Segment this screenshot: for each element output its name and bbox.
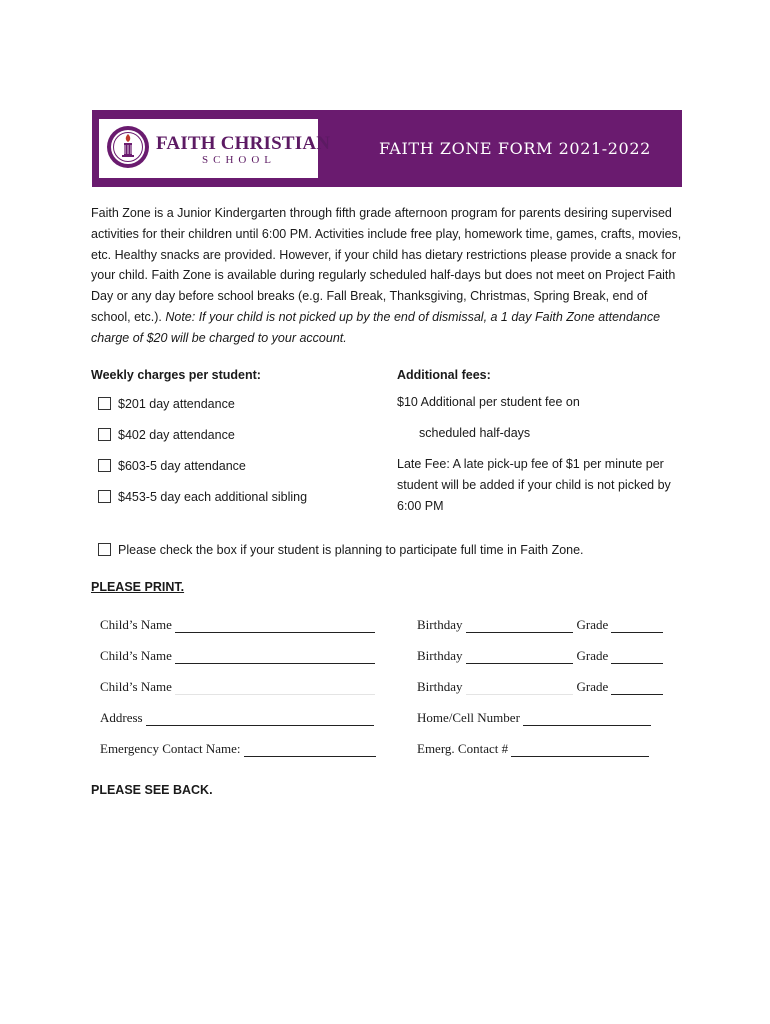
- emergency-name-label: Emergency Contact Name:: [100, 741, 241, 756]
- form-title: FAITH ZONE FORM 2021-2022: [379, 139, 651, 158]
- grade-line-2[interactable]: [611, 651, 663, 664]
- intro-note: Note: If your child is not picked up by the end of dismissal, a 1 day Faith Zone attendance charge of $20 will be charged to your account.: [91, 309, 661, 345]
- childs-name-label-1: Child’s Name: [100, 617, 172, 632]
- weekly-charges-heading: Weekly charges per student:: [91, 368, 261, 382]
- logo-school-name: FAITH CHRISTIAN: [156, 133, 331, 154]
- birthday-label-3: Birthday: [417, 679, 463, 694]
- option-1-day-label: $201 day attendance: [118, 397, 235, 411]
- grade-label-1: Grade: [576, 617, 609, 632]
- option-2-day-label: $402 day attendance: [118, 428, 235, 442]
- intro-paragraph: [91, 203, 689, 349]
- birthday-field-1[interactable]: [417, 617, 663, 633]
- fulltime-label: Please check the box if your student is planning to participate full time in Faith Zone.: [118, 543, 584, 557]
- late-fee: Late Fee: A late pick-up fee of $1 per minute per student will be added if your child is not picked by 6:00 PM: [397, 457, 671, 513]
- checkbox-1-day[interactable]: [98, 397, 111, 410]
- childs-name-label-2: Child’s Name: [100, 648, 172, 663]
- childs-name-line-2[interactable]: [175, 651, 375, 664]
- half-day-fee: $10 Additional per student fee on: [397, 395, 580, 409]
- home-cell-label: Home/Cell Number: [417, 710, 520, 725]
- emergency-number-label: Emerg. Contact #: [417, 741, 509, 756]
- checkbox-sibling[interactable]: [98, 490, 111, 503]
- birthday-line-2[interactable]: [466, 651, 573, 664]
- grade-line-1[interactable]: [611, 620, 663, 633]
- birthday-label-1: Birthday: [417, 617, 463, 632]
- childs-name-field-2[interactable]: [100, 648, 375, 664]
- header-banner: [92, 110, 682, 187]
- birthday-line-3[interactable]: [466, 682, 573, 695]
- childs-name-label-3: Child’s Name: [100, 679, 172, 694]
- childs-name-field-1[interactable]: [100, 617, 375, 633]
- birthday-field-2[interactable]: [417, 648, 663, 664]
- option-1-day[interactable]: [98, 397, 235, 413]
- school-logo: [99, 119, 331, 178]
- birthday-field-3[interactable]: [417, 679, 663, 695]
- grade-line-3[interactable]: [611, 682, 663, 695]
- address-line[interactable]: [146, 713, 374, 726]
- option-3-5-day-label: $603-5 day attendance: [118, 459, 246, 473]
- emergency-name-field[interactable]: [100, 741, 376, 757]
- childs-name-field-3[interactable]: [100, 679, 375, 695]
- intro-body: Faith Zone is a Junior Kindergarten through fifth grade afternoon program for parents desiring supervised activities for their children until 6:00 PM. Activities include free play, homework time, games, crafts, movies, etc. Healthy snacks are provided. However, if your child has dietary restrictions please provide a snack for your child. Faith Zone is available during regularly scheduled half-days but does not meet on Project Faith Day or any day before school breaks (e.g. Fall Break, Thanksgiving, Christmas, Spring Break, end of school, etc.).: [91, 206, 682, 324]
- emergency-name-line[interactable]: [244, 744, 376, 757]
- address-field[interactable]: [100, 710, 374, 726]
- birthday-line-1[interactable]: [466, 620, 573, 633]
- emergency-number-line[interactable]: [511, 744, 649, 757]
- emergency-number-field[interactable]: [417, 741, 649, 757]
- option-sibling-label: $453-5 day each additional sibling: [118, 490, 308, 504]
- checkbox-3-5-day[interactable]: [98, 459, 111, 472]
- address-label: Address: [100, 710, 143, 725]
- option-2-day[interactable]: [98, 428, 235, 444]
- checkbox-fulltime[interactable]: [98, 543, 111, 556]
- option-sibling[interactable]: [98, 490, 307, 506]
- home-cell-line[interactable]: [523, 713, 651, 726]
- fulltime-option[interactable]: [98, 543, 584, 557]
- school-seal-icon: [106, 125, 150, 169]
- childs-name-line-3[interactable]: [175, 682, 375, 695]
- checkbox-2-day[interactable]: [98, 428, 111, 441]
- grade-label-3: Grade: [576, 679, 609, 694]
- please-see-back: PLEASE SEE BACK.: [91, 783, 213, 797]
- please-print-heading: PLEASE PRINT.: [91, 580, 185, 594]
- additional-fees-heading: Additional fees:: [397, 368, 491, 382]
- grade-label-2: Grade: [576, 648, 609, 663]
- option-3-5-day[interactable]: [98, 459, 246, 475]
- half-day-fee-detail: scheduled half-days: [419, 426, 531, 440]
- logo-school-subtitle: SCHOOL: [202, 154, 277, 166]
- home-cell-field[interactable]: [417, 710, 651, 726]
- birthday-label-2: Birthday: [417, 648, 463, 663]
- childs-name-line-1[interactable]: [175, 620, 375, 633]
